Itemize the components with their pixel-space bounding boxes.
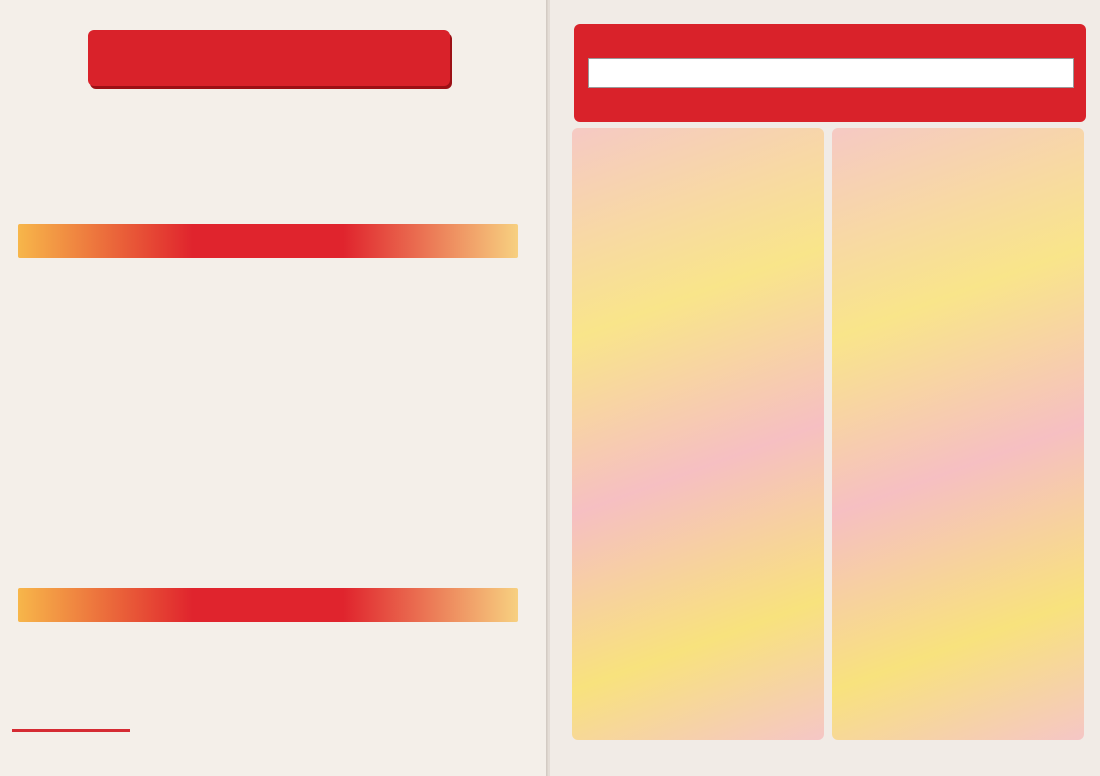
left-page-title: [88, 30, 450, 86]
lower-band: [18, 588, 518, 622]
upper-band: [18, 224, 518, 258]
stats-table-left: [572, 128, 824, 740]
stats-table-right: [832, 128, 1084, 740]
lower-set-line: [12, 712, 130, 738]
right-page-subtitle: [588, 58, 1074, 88]
left-page: [0, 0, 548, 776]
lower-set-label: [12, 729, 130, 732]
right-page: [550, 0, 1100, 776]
